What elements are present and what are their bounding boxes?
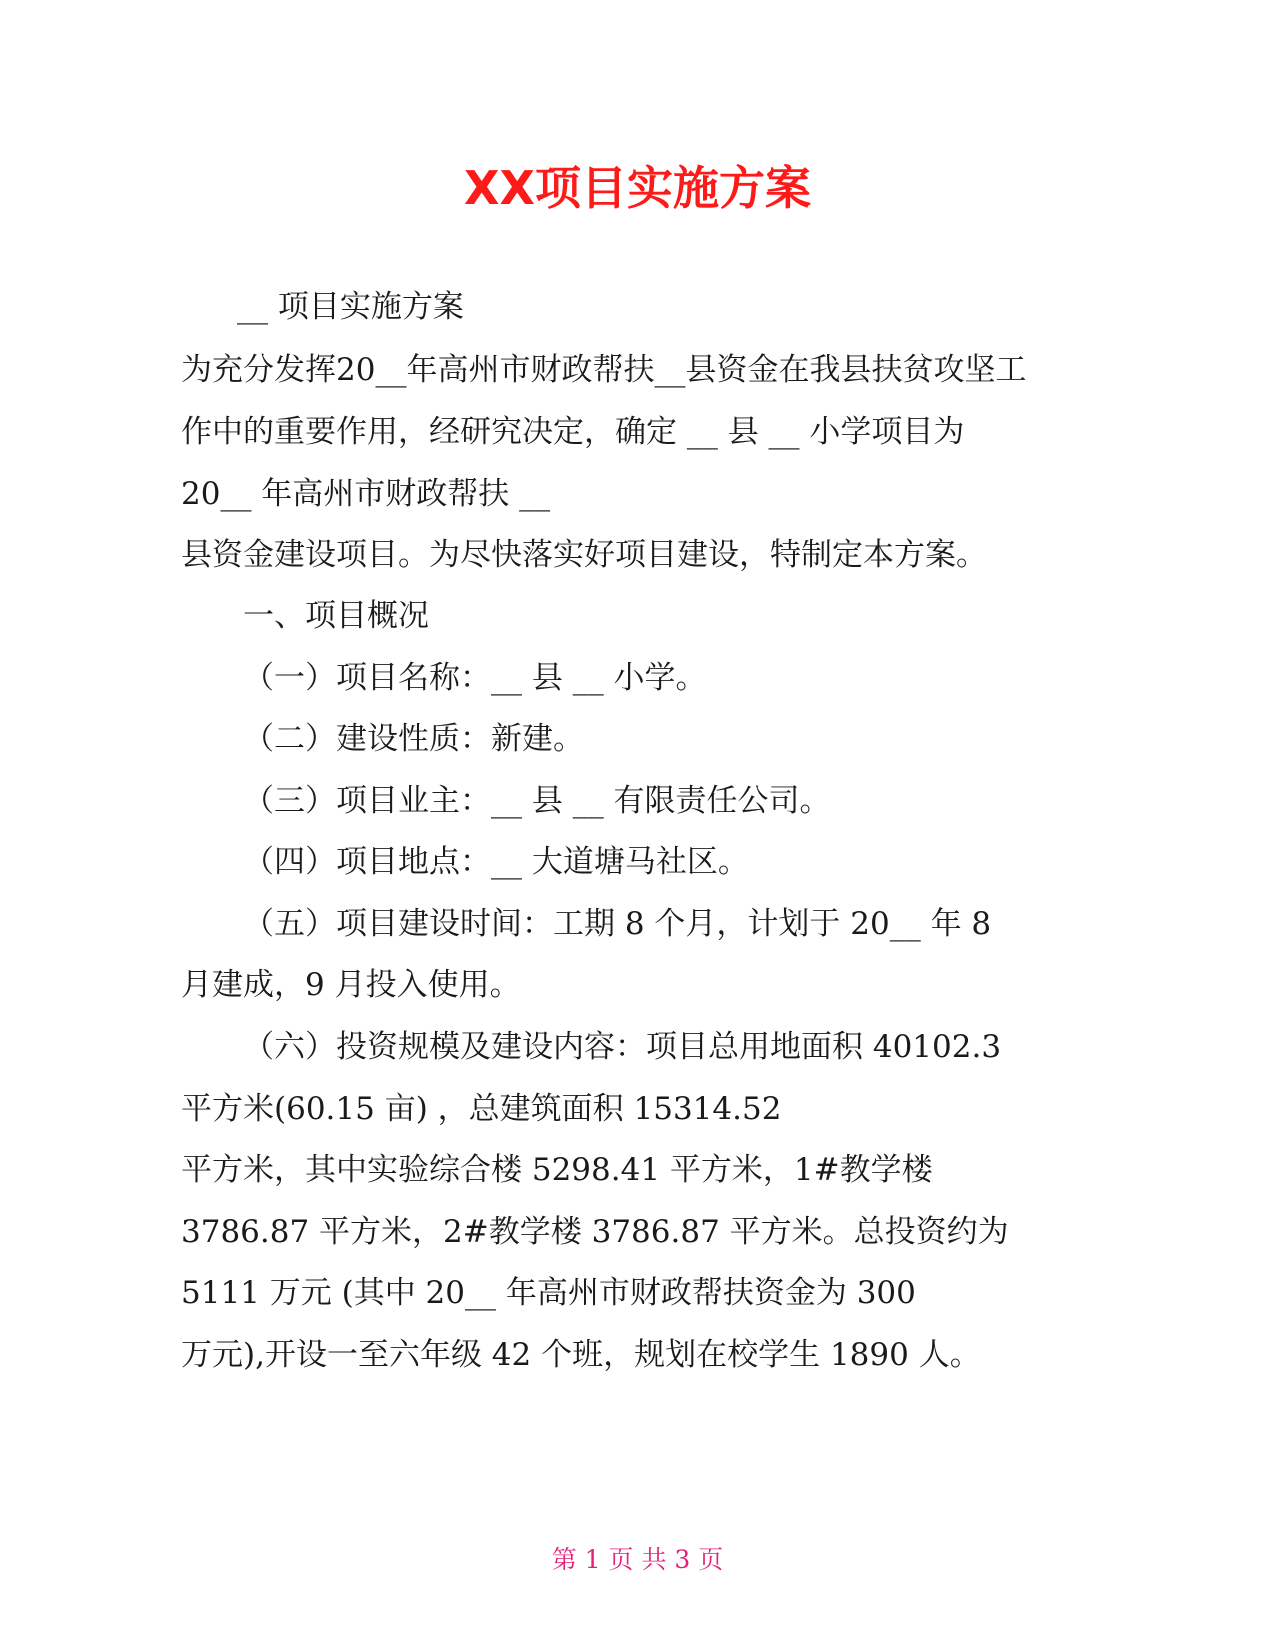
body-line: 县资金建设项目。为尽快落实好项目建设，特制定本方案。 (181, 537, 987, 573)
body-line: 作中的重要作用，经研究决定，确定 __ 县 __ 小学项目为 (181, 414, 965, 450)
section-heading: 一、项目概况 (243, 598, 429, 634)
doc-subtitle-line: __ 项目实施方案 (237, 289, 464, 325)
body-line: （五）项目建设时间：工期 8 个月，计划于 20__ 年 8 (243, 906, 992, 942)
body-line: 平方米，其中实验综合楼 5298.41 平方米，1#教学楼 (181, 1152, 933, 1188)
body-line: （一）项目名称：__ 县 __ 小学。 (243, 660, 707, 696)
body-line: 为充分发挥20__年高州市财政帮扶__县资金在我县扶贫攻坚工 (181, 352, 1027, 388)
body-line: 5111 万元 (其中 20__ 年高州市财政帮扶资金为 300 (181, 1275, 916, 1311)
page-footer: 第 1 页 共 3 页 (551, 1545, 724, 1574)
body-line: （六）投资规模及建设内容：项目总用地面积 40102.3 (243, 1029, 1002, 1065)
body-line: 万元),开设一至六年级 42 个班，规划在校学生 1890 人。 (181, 1337, 981, 1373)
body-line: （三）项目业主：__ 县 __ 有限责任公司。 (243, 783, 831, 819)
body-line: 月建成，9 月投入使用。 (181, 967, 521, 1003)
body-line: 20__ 年高州市财政帮扶 __ (181, 476, 551, 512)
body-line: 3786.87 平方米，2#教学楼 3786.87 平方米。总投资约为 (181, 1214, 1009, 1250)
document-title: XX项目实施方案 (464, 161, 811, 215)
body-line: 平方米(60.15 亩) ，总建筑面积 15314.52 (181, 1091, 782, 1127)
body-line: （四）项目地点：__ 大道塘马社区。 (243, 844, 749, 880)
body-line: （二）建设性质：新建。 (243, 721, 584, 757)
